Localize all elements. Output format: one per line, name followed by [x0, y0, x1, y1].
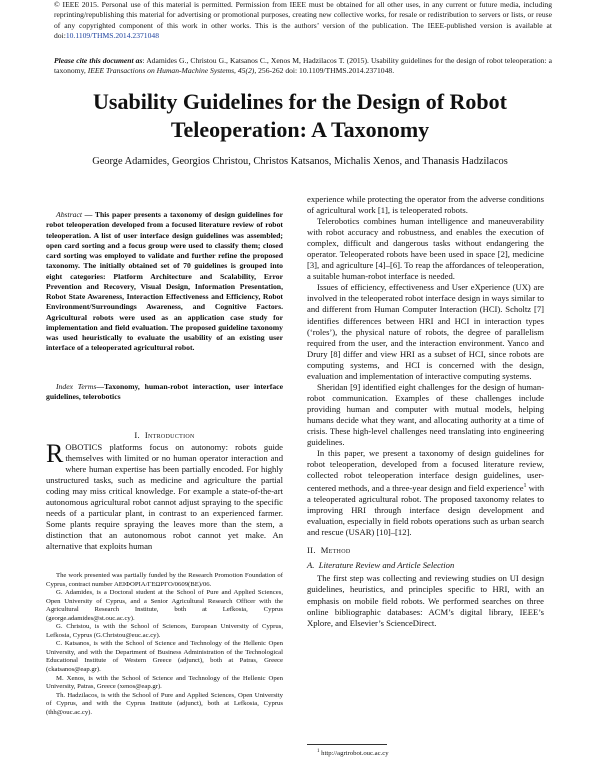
doi-link[interactable]: 10.1109/THMS.2014.2371048 [65, 31, 159, 41]
subsection-title: Literature Review and Article Selection [318, 560, 455, 571]
footnote-number: 1 [317, 749, 320, 754]
author-footnote-katsanos: C. Katsanos, is with the School of Science and Technology of the Hellenic Open University, and with the Department of Business Administration of the Technological Educational Institute of Western Greece (adjunct), both at Patras, Greece (ckatsanos@eap.gr). [46, 640, 283, 674]
footnote-marker: 1 [523, 483, 527, 490]
title-line-2: Teleoperation: A Taxonomy [170, 117, 430, 142]
right-column [307, 194, 544, 629]
citation-note [54, 56, 552, 77]
paragraph-literature-review: The first step was collecting and reviewing studies on UI design guidelines, heuristics, and principles specific to HRI, with an emphasis on mobile field robots. We performed searches on three online bibliographic databases: ACM’s digital library, IEEE’s Xplore, and Elsevier’s ScienceDirect. [307, 573, 544, 628]
section-heading-introduction [46, 430, 283, 440]
abstract-text: — This paper presents a taxonomy of design guidelines for robot teleoperation developed from a focused literature review of robot teleoperation. A list of user interface design guidelines was assembled; open card sorting and a focus group were used to classify them; closed card sorting was employed to validate and further refine the proposed taxonomy. The initially obtained set of 70 guidelines is grouped into eight categories: Platform Architecture and Scalability, Error Prevention and Recovery, Visual Design, Information Presentation, Robot State Awareness, Interaction Effectiveness and Efficiency, Robot Environment/Surroundings Awareness, and Cognitive Factors. Agricultural robots were used as an application case study for implementation and field evaluation. The proposed guideline taxonomy was used heuristically to evaluate the usability of an existing user interface of a teleoperated agricultural robot. [46, 210, 283, 353]
contribution-text-cont: with a teleoperated agricultural robot. The proposed taxonomy relates to improving HRI through interface design development and evaluation, especially in field robots operations such as urban search and rescue (USAR) [10]–[12]. [307, 483, 544, 538]
introduction-text: OBOTICS platforms focus on autonomy: robots guide themselves with limited or no human operator interaction and where human expertise has been partially encoded. For highly unstructured tasks, such as medicine and agriculture the partial coding may miss critical knowledge. For example a state-of-the-art autonomous agricultural robot cannot adjust spraying to the specific needs of a particular plant, in contrast to an experienced farmer. Some plants require spraying the leaves more than the stem, a distinction that an autonomous robot cannot yet make. An alternative that exploits human [46, 442, 283, 552]
author-footnotes [46, 572, 283, 717]
author-footnote-christou: G. Christou, is with the School of Sciences, European University of Cyprus, Lefkosia, Cyprus (G.Christou@euc.ac.cy). [46, 623, 283, 639]
author-footnote-xenos: M. Xenos, is with the School of Science and Technology of the Hellenic Open University, Patras, Greece (xenos@eap.gr). [46, 674, 283, 691]
index-terms [46, 382, 283, 403]
funding-footnote: The work presented was partially funded by the Research Promotion Foundation of Cyprus, contract number ΑΕΙΦΟΡΙΑ/ΓΕΩΡΓΟ/0609(ΒΕ)/06. [46, 572, 283, 588]
drop-cap: R [46, 439, 64, 468]
subsection-heading [307, 560, 544, 571]
index-terms-text: —Taxonomy, human-robot interaction, user interface guidelines, telerobotics [46, 382, 283, 402]
footnote-url[interactable]: http://agrirobot.ouc.ac.cy [321, 750, 389, 758]
paragraph-ux-issues: Issues of efficiency, effectiveness and User eXperience (UX) are involved in the teleoperated robot interface design in ways similar to and different from Human Computer Interaction (HCI). Scholtz [7] identifies differences between HRI and HCI in interaction types (‘roles’), the physical nature of robots, the degree of parallelism required from the user, and the interaction environment. Yanco and Drury [8] differ and view HRI as a subset of HCI, since robots are computing systems, and HCI is concerned with the design, evaluation and implementation of interactive computing systems. [307, 282, 544, 381]
citation-journal: IEEE Transactions on Human-Machine Systems, 45(2) [87, 66, 255, 76]
section-number: II. [307, 545, 316, 556]
contribution-text: In this paper, we present a taxonomy of design guidelines for robot teleoperation, developed from a focused literature review, collected robot teleoperation interface design guidelines, user-centered methods, and a three-year design and field experience [307, 448, 544, 494]
title-line-1: Usability Guidelines for the Design of Robot [93, 89, 507, 114]
abstract-label: Abstract [56, 210, 83, 219]
index-terms-label: Index Terms [56, 382, 97, 391]
author-footnote-hadzilacos: Th. Hadzilacos, is with the School of Pure and Applied Sciences, Open University of Cyprus, and with the Cyprus Institute (adjunct), both at Lefkosia, Cyprus (thh@ouc.ac.cy). [46, 691, 283, 716]
paragraph-continuation: experience while protecting the operator from the adverse conditions of agricultural work [1], is teleoperated robots. [307, 194, 544, 216]
author-footnote-adamides: G. Adamides, is a Doctoral student at the School of Pure and Applied Sciences, Open University of Cyprus, and a Senior Agricultural Research Officer with the Agricultural Research Institute, both at Lefkosia, Cyprus (george.adamides@st.ouc.ac.cy). [46, 589, 283, 622]
subsection-label: A. [307, 560, 315, 571]
paragraph-sheridan: Sheridan [9] identified eight challenges for the design of human-robot communication. Examples of these challenges include providing human and computer with mutual models, helping humans decide what they want, and allocating authority at a time of crisis. These high-level challenges need translating into engineering guidelines. [307, 381, 544, 448]
section-title: Method [320, 545, 351, 556]
abstract [46, 210, 283, 354]
introduction-paragraph [46, 439, 283, 552]
copyright-notice [54, 0, 552, 42]
citation-pages: , 256-262 doi: 10.1109/THMS.2014.2371048. [254, 66, 395, 76]
footnote-rule [307, 744, 387, 745]
paragraph-contribution [307, 448, 544, 538]
copyright-text: © IEEE 2015. Personal use of this material is permitted. Permission from IEEE must be obtained for all other uses, in any current or future media, including reprinting/republishing this material for advertising or promotional purposes, creating new collective works, for resale or redistribution to servers or lists, or reuse of any copyrighted component of this work in other works. This is the authors’ version of the publication. The IEEE-published version is available at doi: [54, 0, 552, 41]
paper-title [40, 88, 560, 144]
author-list: George Adamides, Georgios Christou, Christos Katsanos, Michalis Xenos, and Thanasis Hadzilacos [92, 156, 508, 167]
section-heading-method [307, 545, 544, 556]
section-number: I. [134, 430, 140, 440]
citation-label: Please cite this document as [54, 56, 143, 65]
citation-authors: : Adamides G., Christou G., Katsanos C., Xenos M, Hadzilacos T. (2015). Usability guidelines for the design of robot teleoperation: a taxonomy, [54, 56, 552, 76]
paragraph-telerobotics: Telerobotics combines human intelligence and maneuverability with robot accuracy and robustness, and enables the execution of complex, difficult and dangerous tasks without endangering the operator. Teleoperated robots have been used in space [2], medicine [3], and agriculture [4]–[6]. To reap the affordances of teleoperation, a suitable human-robot interface is needed. [307, 216, 544, 282]
section-title: Introduction [144, 430, 195, 440]
website-footnote [307, 744, 544, 759]
